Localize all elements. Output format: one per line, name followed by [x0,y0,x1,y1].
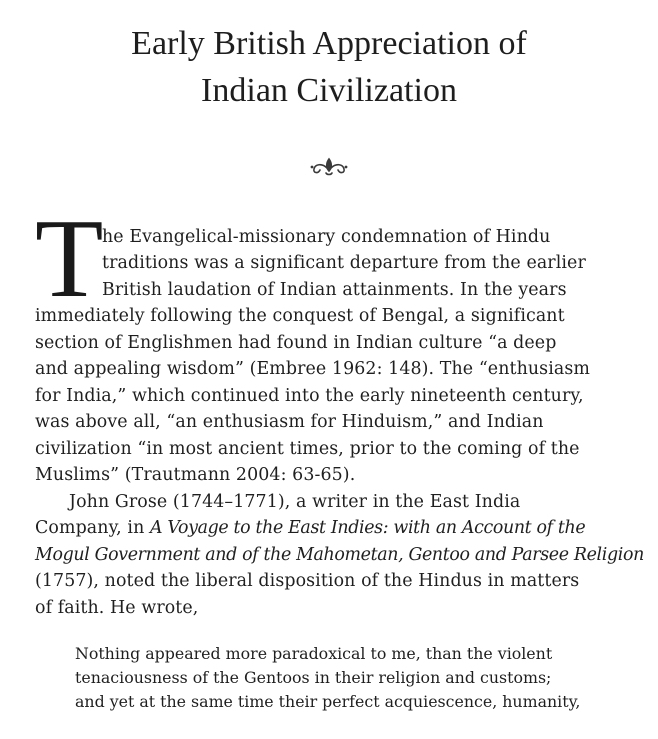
chapter-title-line-1: Early British Appreciation of [131,25,527,62]
book-title-part-2: Mogul Government and of the Mahometan, Gentoo and Parsee Religion [35,545,644,565]
chapter-title-line-2: Indian Civilization [201,72,457,109]
paragraph-2-line-1: John Grose (1744–1771), a writer in the East India [69,492,521,512]
paragraph-1-line-5: section of Englishmen had found in Indian culture “a deep [35,333,557,353]
paragraph-1-line-1: he Evangelical-missionary condemnation of Hindu [102,227,551,247]
drop-cap: T [35,197,104,321]
blockquote-line-1: Nothing appeared more paradoxical to me, than the violent [75,644,553,663]
blockquote-line-3: and yet at the same time their perfect acquiescence, humanity, [75,692,581,711]
paragraph-2-line-5: of faith. He wrote, [35,598,199,618]
paragraph-1-line-4: immediately following the conquest of Bengal, a significant [35,306,565,326]
blockquote-line-2: tenaciousness of the Gentoos in their religion and customs; [75,668,552,687]
book-title-part-1: A Voyage to the East Indies: with an Account of the [150,518,586,538]
paragraph-1-line-8: was above all, “an enthusiasm for Hinduism,” and Indian [35,412,544,432]
paragraph-1-line-7: for India,” which continued into the early nineteenth century, [35,386,584,406]
paragraph-2-line-4: (1757), noted the liberal disposition of the Hindus in matters [35,571,580,591]
paragraph-2-line-2 [35,516,585,540]
paragraph-1-line-9: civilization “in most ancient times, prior to the coming of the [35,439,580,459]
paragraph-1-line-2: traditions was a significant departure from the earlier [102,253,586,273]
paragraph-1-line-3: British laudation of Indian attainments. In the years [102,280,567,300]
floral-ornament-icon [309,155,349,177]
paragraph-2-line-2-start: Company, in [35,518,151,538]
paragraph-1-line-10: Muslims” (Trautmann 2004: 63-65). [35,465,356,485]
paragraph-1-line-6: and appealing wisdom” (Embree 1962: 148). The “enthusiasm [35,359,590,379]
